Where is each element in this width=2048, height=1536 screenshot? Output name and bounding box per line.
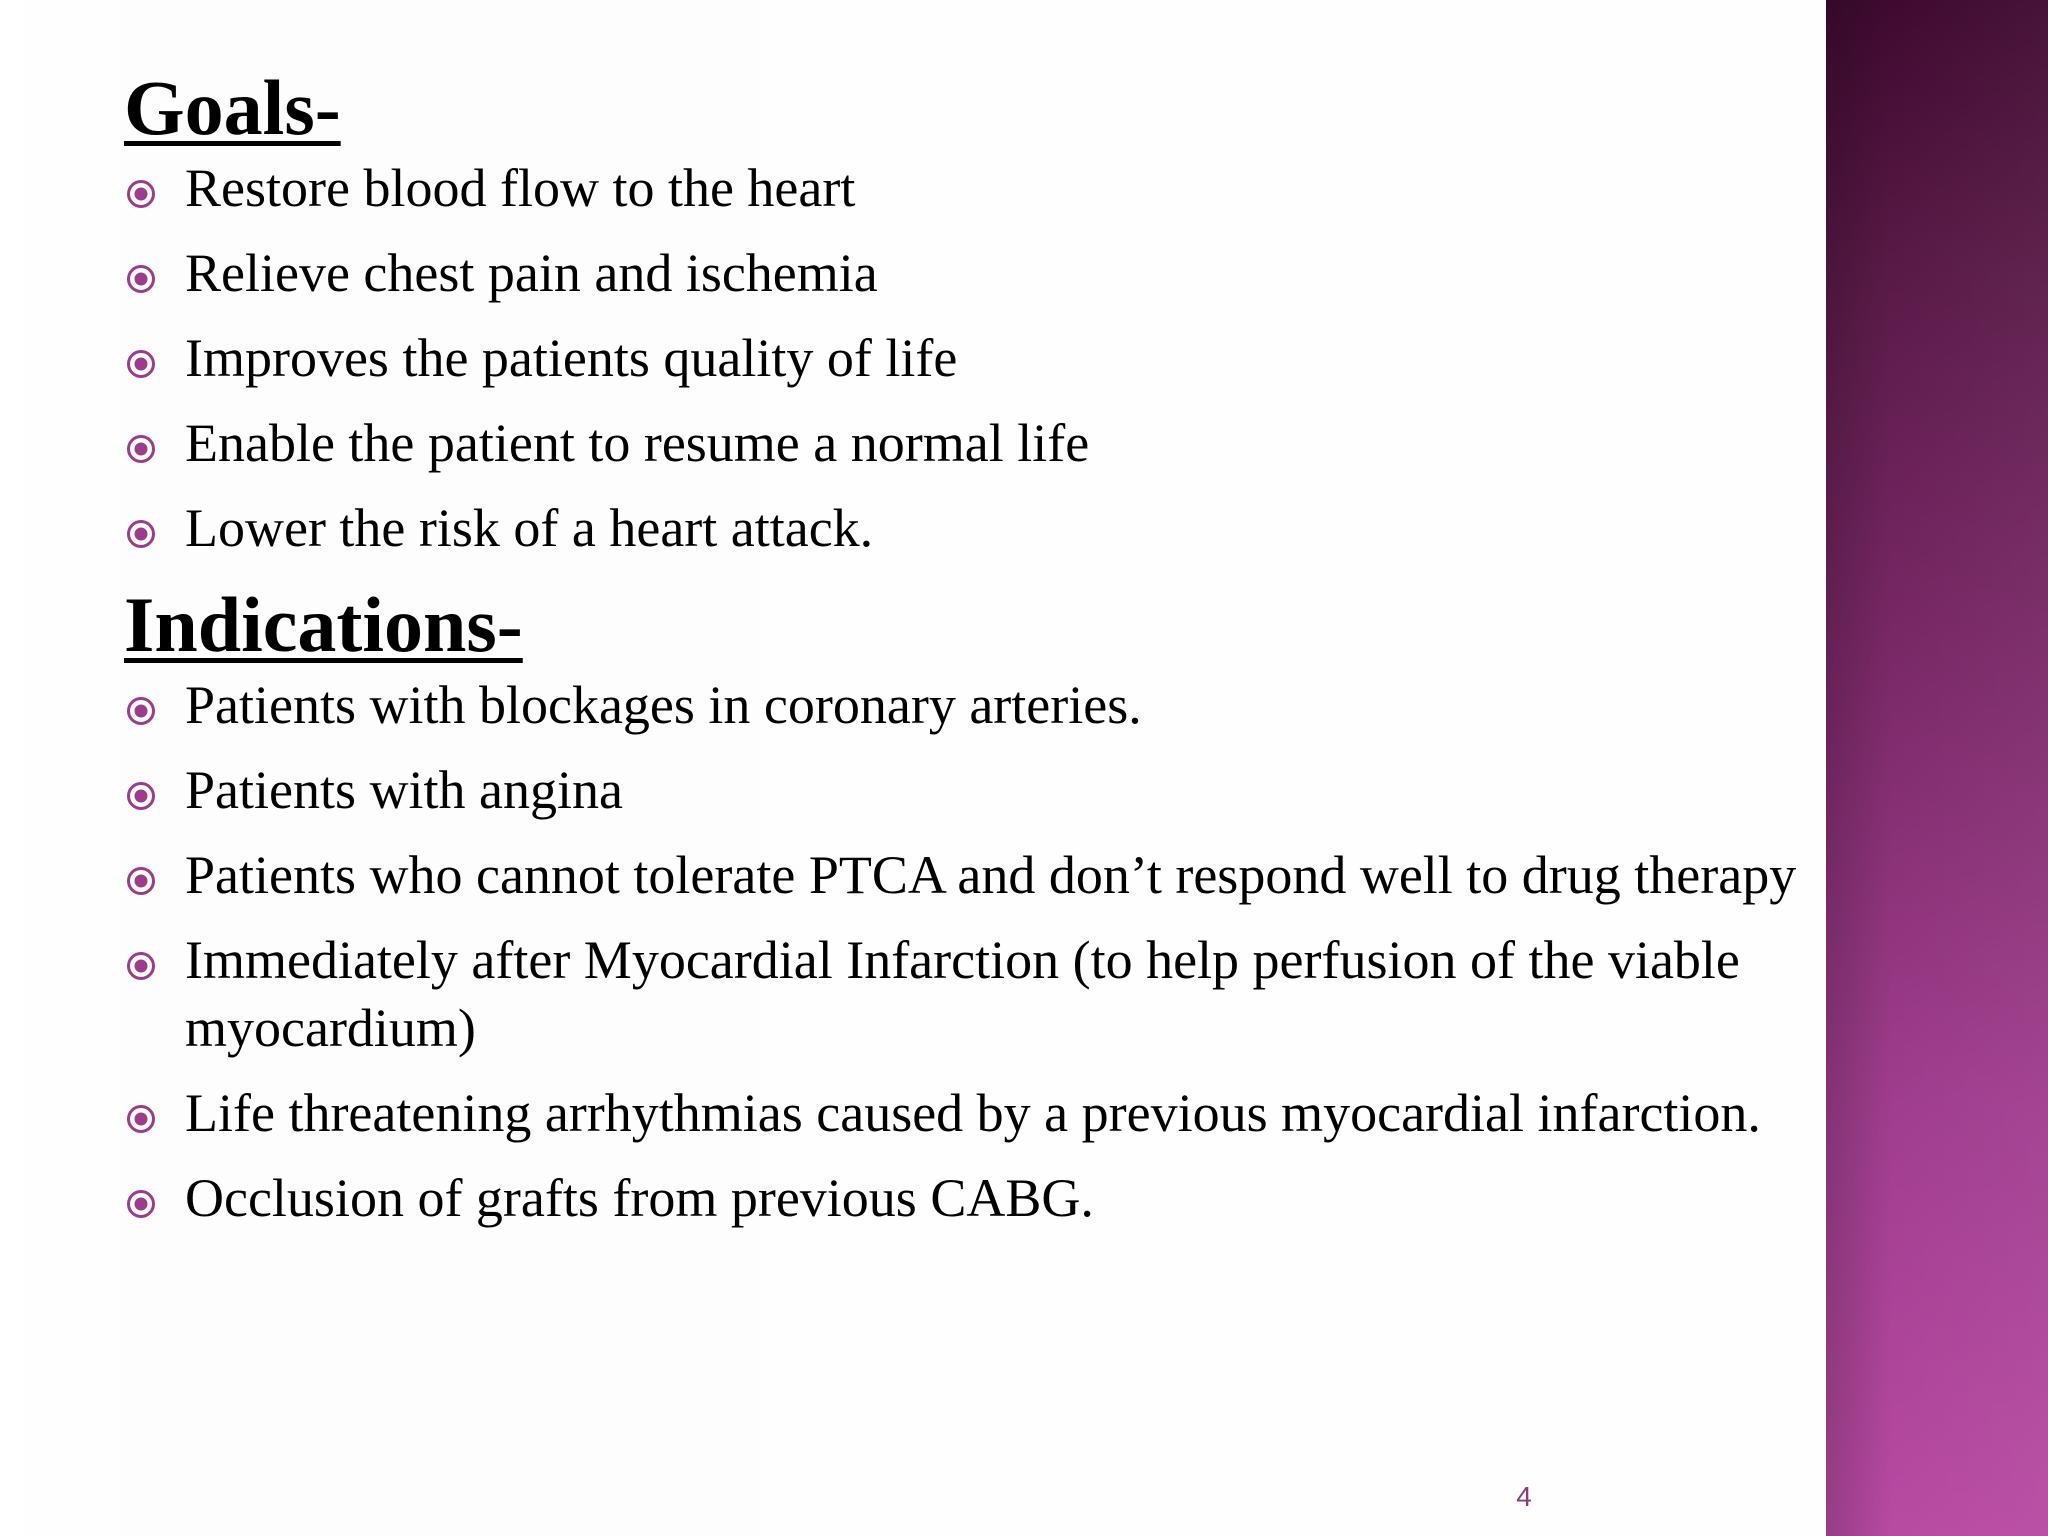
circled-dot-icon xyxy=(126,179,156,209)
circled-dot-icon xyxy=(126,696,156,726)
circled-dot-icon xyxy=(126,434,156,464)
list-item-text: Patients with angina xyxy=(185,760,623,820)
goals-list xyxy=(124,154,1884,562)
list-item-text: Lower the risk of a heart attack. xyxy=(185,498,874,558)
indications-list xyxy=(124,671,1884,1232)
circled-dot-icon xyxy=(126,951,156,981)
list-item xyxy=(124,926,1925,1062)
list-item-text: Patients with blockages in coronary arteries. xyxy=(185,675,1142,735)
slide-content xyxy=(124,62,1884,1249)
circled-dot-icon xyxy=(126,781,156,811)
list-item xyxy=(124,239,1884,307)
list-item xyxy=(124,1164,1884,1232)
list-item xyxy=(124,409,1884,477)
list-item-text: Improves the patients quality of life xyxy=(185,328,958,388)
page-number: 4 xyxy=(1516,1481,1532,1512)
list-item-text: Relieve chest pain and ischemia xyxy=(185,243,878,303)
list-item xyxy=(124,671,1884,739)
list-item xyxy=(124,756,1884,824)
circled-dot-icon xyxy=(126,264,156,294)
circled-dot-icon xyxy=(126,349,156,379)
circled-dot-icon xyxy=(126,519,156,549)
list-item xyxy=(124,154,1884,222)
circled-dot-icon xyxy=(126,1104,156,1134)
circled-dot-icon xyxy=(126,866,156,896)
list-item xyxy=(124,494,1884,562)
list-item-text: Restore blood flow to the heart xyxy=(185,158,856,218)
list-item-text: Occlusion of grafts from previous CABG. xyxy=(185,1168,1094,1228)
indications-heading: Indications- xyxy=(124,581,523,668)
list-item-text: Life threatening arrhythmias caused by a previous myocardial infarction. xyxy=(185,1083,1761,1143)
list-item-text: Immediately after Myocardial Infarction (to help perfusion of the viable myocardium) xyxy=(185,930,1740,1058)
list-item xyxy=(124,1079,1884,1147)
list-item xyxy=(124,324,1884,392)
list-item xyxy=(124,841,1884,909)
circled-dot-icon xyxy=(126,1189,156,1219)
list-item-text: Patients who cannot tolerate PTCA and don’t respond well to drug therapy xyxy=(185,845,1797,905)
list-item-text: Enable the patient to resume a normal life xyxy=(185,413,1090,473)
goals-heading: Goals- xyxy=(124,64,341,151)
